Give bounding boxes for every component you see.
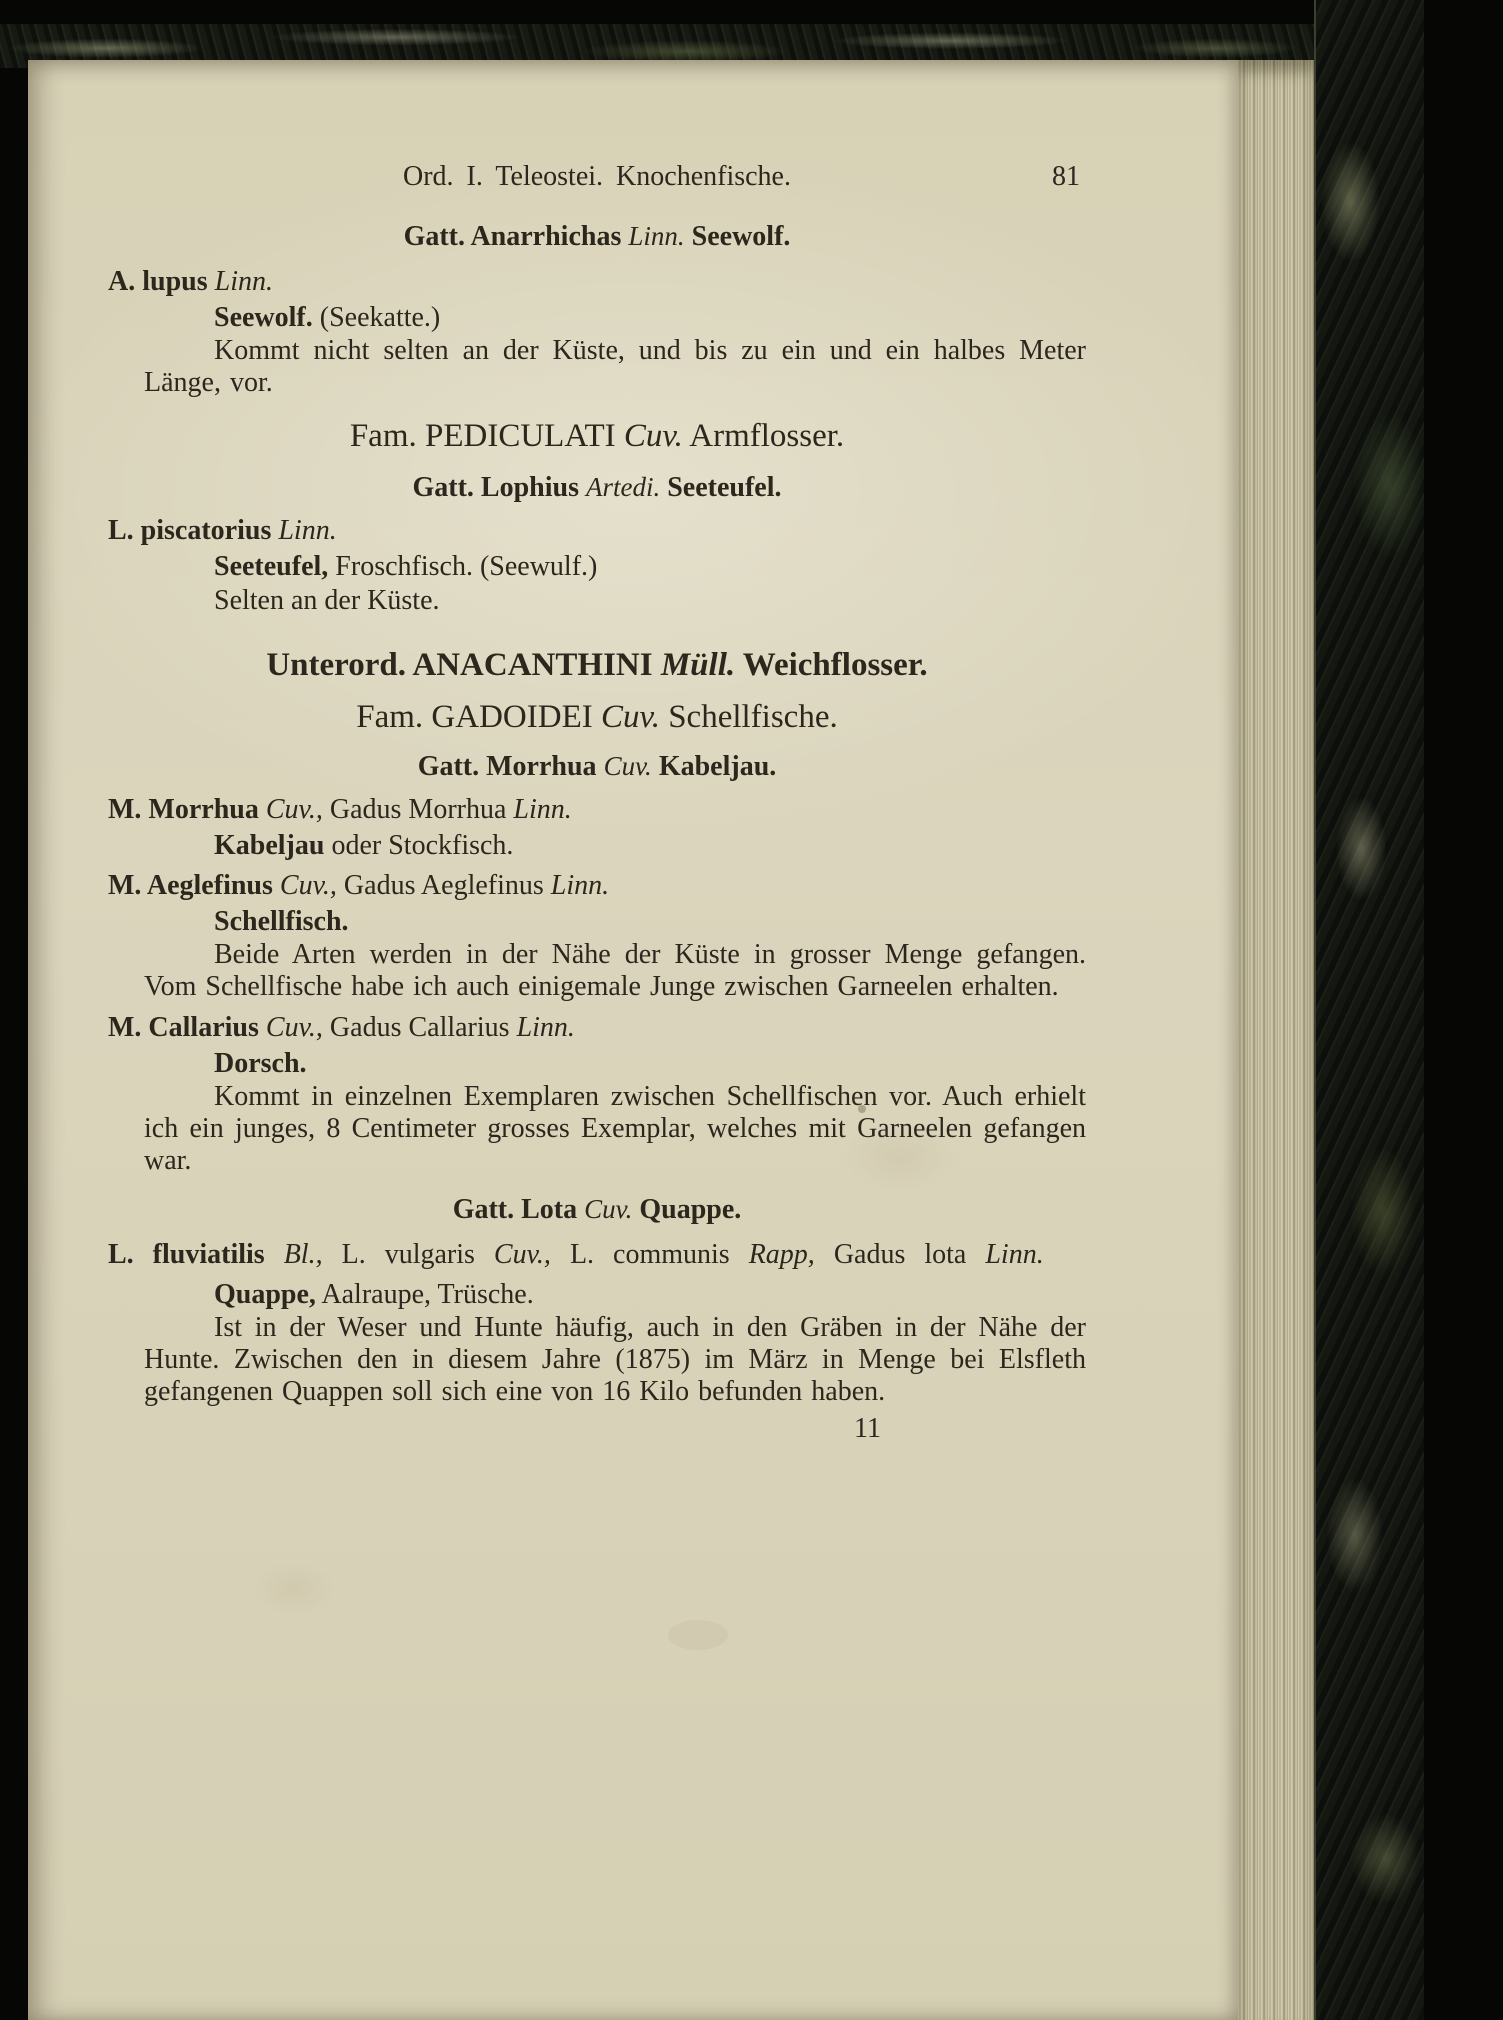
text-run: Gadus lota — [814, 1239, 986, 1270]
text-run: Gatt. Anarrhichas — [403, 221, 629, 252]
text-run: Dorsch. — [214, 1048, 307, 1079]
text-run: Quappe, — [214, 1279, 316, 1310]
text-run: oder Stockfisch. — [324, 830, 514, 861]
text-run: Schellfisch. — [214, 906, 349, 937]
text-run: Gatt. Lota — [452, 1194, 585, 1225]
text-run: Cuv. — [600, 699, 660, 735]
text-run: Müll. — [660, 647, 736, 683]
description-lupus: Kommt nicht selten an der Küste, und bis zu ein und ein halbes Meter Länge, vor. — [144, 335, 1086, 398]
text-run: Aalraupe, Trüsche. — [315, 1279, 534, 1310]
text-run: Artedi. — [585, 472, 661, 502]
species-entry-aeglefinus — [108, 869, 1086, 903]
text-run: Seeteufel. — [660, 472, 782, 503]
family-heading-pediculati — [108, 415, 1086, 457]
text-run: Linn. — [985, 1239, 1044, 1270]
note-selten: Selten an der Küste. — [214, 585, 440, 616]
vernacular-name-seewolf — [214, 301, 1086, 335]
species-entry-lupus — [108, 265, 1086, 299]
page-stack-fore-edge — [1238, 60, 1314, 2020]
genus-heading-lophius — [108, 469, 1086, 506]
genus-heading-morrhua — [108, 748, 1086, 785]
text-run: Fam. GADOIDEI — [356, 699, 601, 735]
text-run: (Seekatte.) — [312, 302, 441, 333]
text-run: Cuv. — [603, 751, 652, 781]
paper-stain — [668, 1620, 728, 1650]
text-run: Gadus Callarius — [329, 1012, 517, 1043]
text-run: Gadus Morrhua — [329, 794, 514, 825]
text-run: M. Morrhua — [108, 794, 266, 825]
text-run: Seewolf. — [214, 302, 313, 333]
vernacular-name-schellfisch — [214, 905, 1086, 939]
text-run: Cuv. — [623, 418, 683, 454]
species-entry-callarius — [108, 1011, 1086, 1045]
vernacular-name-kabeljau — [214, 829, 1086, 863]
text-run: Cuv., — [265, 794, 330, 825]
text-run: Linn. — [628, 221, 685, 251]
genus-heading-anarrhichas — [108, 218, 1086, 255]
text-run: L. fluviatilis — [108, 1239, 284, 1270]
vernacular-name-quappe — [214, 1278, 1086, 1312]
text-run: Linn. — [214, 266, 273, 297]
suborder-heading-anacanthini — [108, 644, 1086, 686]
text-run: Froschfisch. (Seewulf.) — [328, 551, 598, 582]
text-run: Linn. — [513, 794, 572, 825]
text-run: Weichflosser. — [735, 647, 928, 683]
text-run: Fam. PEDICULATI — [349, 418, 624, 454]
text-run: Schellfische. — [659, 699, 838, 735]
page-text-block — [108, 60, 1086, 1446]
text-run: Cuv., — [265, 1012, 330, 1043]
family-heading-gadoidei — [108, 696, 1086, 738]
book-page — [28, 60, 1238, 2020]
text-run: Armflosser. — [682, 418, 845, 454]
text-run: Quappe. — [632, 1194, 742, 1225]
text-run: Cuv., — [493, 1239, 570, 1270]
text-run: Kabeljau — [214, 830, 325, 861]
page-number: 81 — [1052, 161, 1080, 192]
signature-mark: 11 — [854, 1413, 881, 1444]
text-run: Bl., — [283, 1239, 342, 1270]
text-run: L. vulgaris — [341, 1239, 494, 1270]
description-aeglefinus: Beide Arten werden in der Nähe der Küste in grosser Menge gefangen. Vom Schellfische habe ich auch einigemale Junge zwischen Garneelen erhalten. — [144, 939, 1086, 1002]
book-cover-right-board — [1314, 0, 1424, 2020]
text-run: Gadus Aeglefinus — [343, 870, 551, 901]
text-run: Linn. — [550, 870, 610, 901]
description-callarius: Kommt in einzelnen Exemplaren zwischen Schellfischen vor. Auch erhielt ich ein junges, 8 Centimeter grosses Exemplar, welches mit Garneelen gefangen war. — [144, 1081, 1086, 1176]
text-run: Rapp, — [748, 1239, 815, 1270]
description-lota: Ist in der Weser und Hunte häufig, auch in den Gräben in der Nähe der Hunte. Zwischen den in diesem Jahre (1875) im März in Menge bei Elsfleth gefangenen Quappen soll sich eine von 16 Kilo befunden haben. — [144, 1312, 1086, 1407]
vernacular-name-dorsch — [214, 1047, 1086, 1081]
text-run: Linn. — [278, 515, 337, 546]
text-run: Seewolf. — [684, 221, 791, 252]
running-header — [108, 160, 1086, 194]
vernacular-name-seeteufel — [214, 550, 1086, 584]
text-run: Linn. — [516, 1012, 575, 1043]
text-run: Unterord. ANACANTHINI — [266, 647, 661, 683]
species-entry-piscatorius — [108, 514, 1086, 548]
text-run: Kabeljau. — [651, 751, 777, 782]
text-run: Gatt. Lophius — [412, 472, 586, 503]
text-run: Seeteufel, — [214, 551, 329, 582]
text-run: Gatt. Morrhua — [417, 751, 604, 782]
running-header-title: Ord. I. Teleostei. Knochenfische. — [403, 161, 791, 192]
text-run: L. communis — [569, 1239, 749, 1270]
text-run: A. lupus — [108, 266, 215, 297]
text-run: M. Aeglefinus — [108, 870, 280, 901]
species-entry-fluviatilis — [108, 1238, 1086, 1272]
genus-heading-lota — [108, 1191, 1086, 1228]
text-run: Cuv. — [584, 1194, 633, 1224]
text-run: M. Callarius — [108, 1012, 266, 1043]
text-run: L. piscatorius — [108, 515, 279, 546]
species-entry-morrhua — [108, 793, 1086, 827]
text-run: Cuv., — [279, 870, 344, 901]
